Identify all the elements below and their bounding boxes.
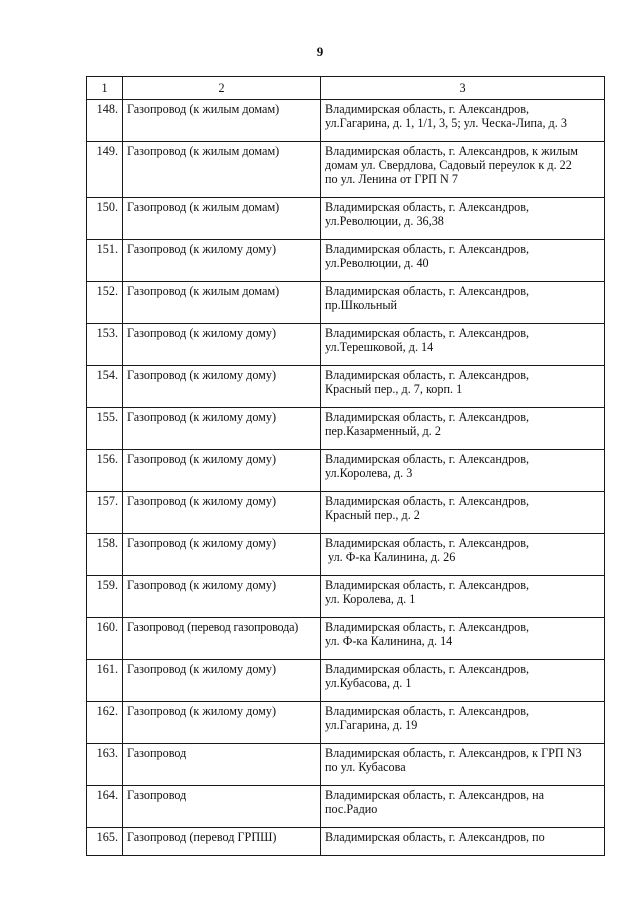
- table-row: [87, 744, 605, 786]
- address-line: ул. Королева, д. 1: [325, 592, 416, 606]
- row-number: 153.: [87, 324, 123, 366]
- table-row: [87, 786, 605, 828]
- object-name: Газопровод (к жилому дому): [123, 366, 321, 408]
- row-number: 162.: [87, 702, 123, 744]
- row-number: 148.: [87, 100, 123, 142]
- address-line: Владимирская область, г. Александров,: [325, 578, 530, 592]
- address-line: пос.Радио: [325, 802, 378, 816]
- address-line: Владимирская область, г. Александров,: [325, 494, 530, 508]
- object-name: Газопровод (перевод ГРПШ): [123, 828, 321, 856]
- column-header-name: 2: [123, 77, 321, 100]
- row-number: 152.: [87, 282, 123, 324]
- object-address: [321, 786, 605, 828]
- address-line: ул.Королева, д. 3: [325, 466, 413, 480]
- address-line: ул.Кубасова, д. 1: [325, 676, 412, 690]
- object-name: Газопровод (к жилому дому): [123, 534, 321, 576]
- address-line: Владимирская область, г. Александров,: [325, 704, 530, 718]
- table-row: [87, 142, 605, 198]
- address-line: Владимирская область, г. Александров, к ГРП N3: [325, 746, 582, 760]
- object-name: Газопровод (к жилому дому): [123, 660, 321, 702]
- address-line: пер.Казарменный, д. 2: [325, 424, 441, 438]
- table-row: [87, 324, 605, 366]
- object-address: [321, 534, 605, 576]
- address-line: ул. Ф-ка Калинина, д. 14: [325, 634, 453, 648]
- object-address: [321, 100, 605, 142]
- address-line: Владимирская область, г. Александров,: [325, 200, 530, 214]
- row-number: 156.: [87, 450, 123, 492]
- address-line: Красный пер., д. 2: [325, 508, 420, 522]
- table-row: [87, 198, 605, 240]
- address-line: Владимирская область, г. Александров,: [325, 284, 530, 298]
- object-name: Газопровод (перевод газопровода): [123, 618, 321, 660]
- row-number: 157.: [87, 492, 123, 534]
- object-address: [321, 702, 605, 744]
- column-header-number: 1: [87, 77, 123, 100]
- address-line: Владимирская область, г. Александров,: [325, 326, 530, 340]
- object-name: Газопровод: [123, 744, 321, 786]
- table-row: [87, 240, 605, 282]
- object-address: [321, 828, 605, 856]
- table-row: [87, 366, 605, 408]
- table-row: [87, 492, 605, 534]
- address-line: Владимирская область, г. Александров,: [325, 536, 530, 550]
- row-number: 154.: [87, 366, 123, 408]
- row-number: 161.: [87, 660, 123, 702]
- row-number: 150.: [87, 198, 123, 240]
- row-number: 155.: [87, 408, 123, 450]
- object-address: [321, 366, 605, 408]
- object-address: [321, 142, 605, 198]
- address-line: Владимирская область, г. Александров,: [325, 662, 530, 676]
- object-address: [321, 450, 605, 492]
- object-address: [321, 282, 605, 324]
- address-line: Владимирская область, г. Александров,: [325, 242, 530, 256]
- object-address: [321, 744, 605, 786]
- address-line: ул.Революции, д. 36,38: [325, 214, 444, 228]
- row-number: 160.: [87, 618, 123, 660]
- address-line: Владимирская область, г. Александров,: [325, 452, 530, 466]
- address-line: Красный пер., д. 7, корп. 1: [325, 382, 463, 396]
- object-address: [321, 324, 605, 366]
- table-row: [87, 534, 605, 576]
- address-line: Владимирская область, г. Александров,: [325, 410, 530, 424]
- address-line: ул.Терешковой, д. 14: [325, 340, 434, 354]
- table-row: [87, 828, 605, 856]
- table-row: [87, 702, 605, 744]
- address-line: Владимирская область, г. Александров,: [325, 620, 530, 634]
- table-body: [87, 100, 605, 856]
- address-line: домам ул. Свердлова, Садовый переулок к д. 22: [325, 158, 572, 172]
- table-row: [87, 660, 605, 702]
- object-address: [321, 408, 605, 450]
- object-address: [321, 492, 605, 534]
- address-line: Владимирская область, г. Александров,: [325, 102, 530, 116]
- address-line: Владимирская область, г. Александров, к жилым: [325, 144, 578, 158]
- address-line: ул.Революции, д. 40: [325, 256, 429, 270]
- row-number: 165.: [87, 828, 123, 856]
- object-address: [321, 240, 605, 282]
- object-address: [321, 618, 605, 660]
- table-row: [87, 408, 605, 450]
- row-number: 159.: [87, 576, 123, 618]
- row-number: 158.: [87, 534, 123, 576]
- object-address: [321, 660, 605, 702]
- row-number: 151.: [87, 240, 123, 282]
- address-line: Владимирская область, г. Александров,: [325, 368, 530, 382]
- object-name: Газопровод (к жилым домам): [123, 142, 321, 198]
- object-name: Газопровод (к жилому дому): [123, 324, 321, 366]
- row-number: 149.: [87, 142, 123, 198]
- table-row: [87, 450, 605, 492]
- address-line: по ул. Кубасова: [325, 760, 406, 774]
- object-name: Газопровод: [123, 786, 321, 828]
- object-name: Газопровод (к жилым домам): [123, 198, 321, 240]
- address-line: ул.Гагарина, д. 19: [325, 718, 418, 732]
- object-name: Газопровод (к жилым домам): [123, 282, 321, 324]
- address-line: ул. Ф-ка Калинина, д. 26: [325, 550, 456, 564]
- object-name: Газопровод (к жилому дому): [123, 240, 321, 282]
- object-address: [321, 576, 605, 618]
- address-line: Владимирская область, г. Александров, на: [325, 788, 545, 802]
- object-name: Газопровод (к жилому дому): [123, 702, 321, 744]
- table-row: [87, 576, 605, 618]
- address-line: по ул. Ленина от ГРП N 7: [325, 172, 458, 186]
- address-line: пр.Школьный: [325, 298, 398, 312]
- row-number: 164.: [87, 786, 123, 828]
- page-number: 9: [316, 44, 324, 59]
- table-row: [87, 100, 605, 142]
- row-number: 163.: [87, 744, 123, 786]
- object-name: Газопровод (к жилому дому): [123, 576, 321, 618]
- object-address: [321, 198, 605, 240]
- address-line: Владимирская область, г. Александров, по: [325, 830, 545, 844]
- object-name: Газопровод (к жилому дому): [123, 408, 321, 450]
- column-header-address: 3: [321, 77, 605, 100]
- object-name: Газопровод (к жилому дому): [123, 450, 321, 492]
- table-header-row: [87, 77, 605, 100]
- table-row: [87, 618, 605, 660]
- address-line: ул.Гагарина, д. 1, 1/1, 3, 5; ул. Ческа-Липа, д. 3: [325, 116, 567, 130]
- gas-pipeline-registry-table: [86, 76, 605, 856]
- table-row: [87, 282, 605, 324]
- object-name: Газопровод (к жилым домам): [123, 100, 321, 142]
- object-name: Газопровод (к жилому дому): [123, 492, 321, 534]
